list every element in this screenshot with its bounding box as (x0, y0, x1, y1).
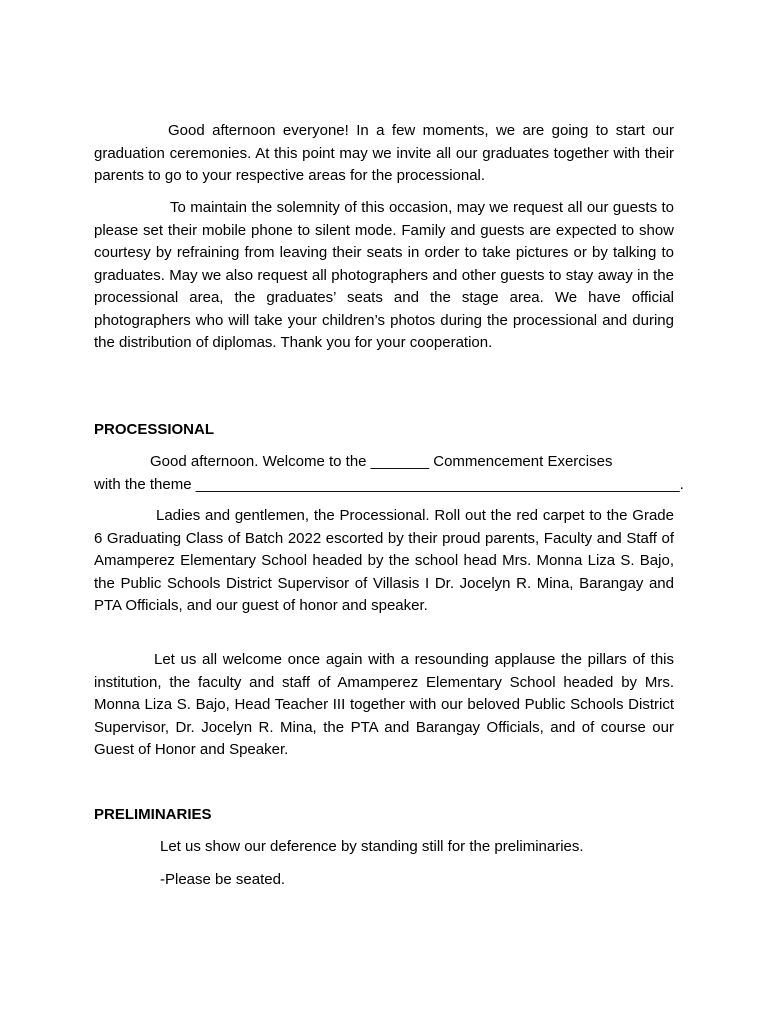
welcome-line: Good afternoon. Welcome to the _______ Commencement Exercises (150, 453, 613, 470)
theme-line: with the theme __________________________________________________________. (94, 476, 684, 493)
processional-heading: PROCESSIONAL (94, 421, 215, 438)
solemnity-paragraph: To maintain the solemnity of this occasion, may we request all our guests to please set their mobile phone to silent mode. Family and guests are expected to show courtesy by refraining from leaving their seats in order to take pictures or by talking to graduates. May we also request all photographers and other guests to stay away in the processional area, the graduates’ seats and the stage area. We have official photographers who will take your children’s photos during the processional and during the distribution of diplomas. Thank you for your cooperation. (94, 199, 674, 351)
opening-paragraph: Good afternoon everyone! In a few moments, we are going to start our graduation ceremonies. At this point may we invite all our graduates together with their parents to go to your respective areas for the processional. (94, 122, 674, 184)
preliminaries-line: Let us show our deference by standing still for the preliminaries. (160, 838, 584, 855)
processional-paragraph: Ladies and gentlemen, the Processional. Roll out the red carpet to the Grade 6 Graduating Class of Batch 2022 escorted by their proud parents, Faculty and Staff of Amamperez Elementary School headed by the school head Mrs. Monna Liza S. Bajo, the Public Schools District Supervisor of Villasis I Dr. Jocelyn R. Mina, Barangay and PTA Officials, and our guest of honor and speaker. (94, 507, 674, 614)
preliminaries-heading: PRELIMINARIES (94, 806, 212, 823)
welcome-applause-paragraph: Let us all welcome once again with a resounding applause the pillars of this institution, the faculty and staff of Amamperez Elementary School headed by Mrs. Monna Liza S. Bajo, Head Teacher III together with our beloved Public Schools District Supervisor, Dr. Jocelyn R. Mina, the PTA and Barangay Officials, and of course our Guest of Honor and Speaker. (94, 651, 674, 758)
please-be-seated-line: -Please be seated. (160, 871, 286, 888)
